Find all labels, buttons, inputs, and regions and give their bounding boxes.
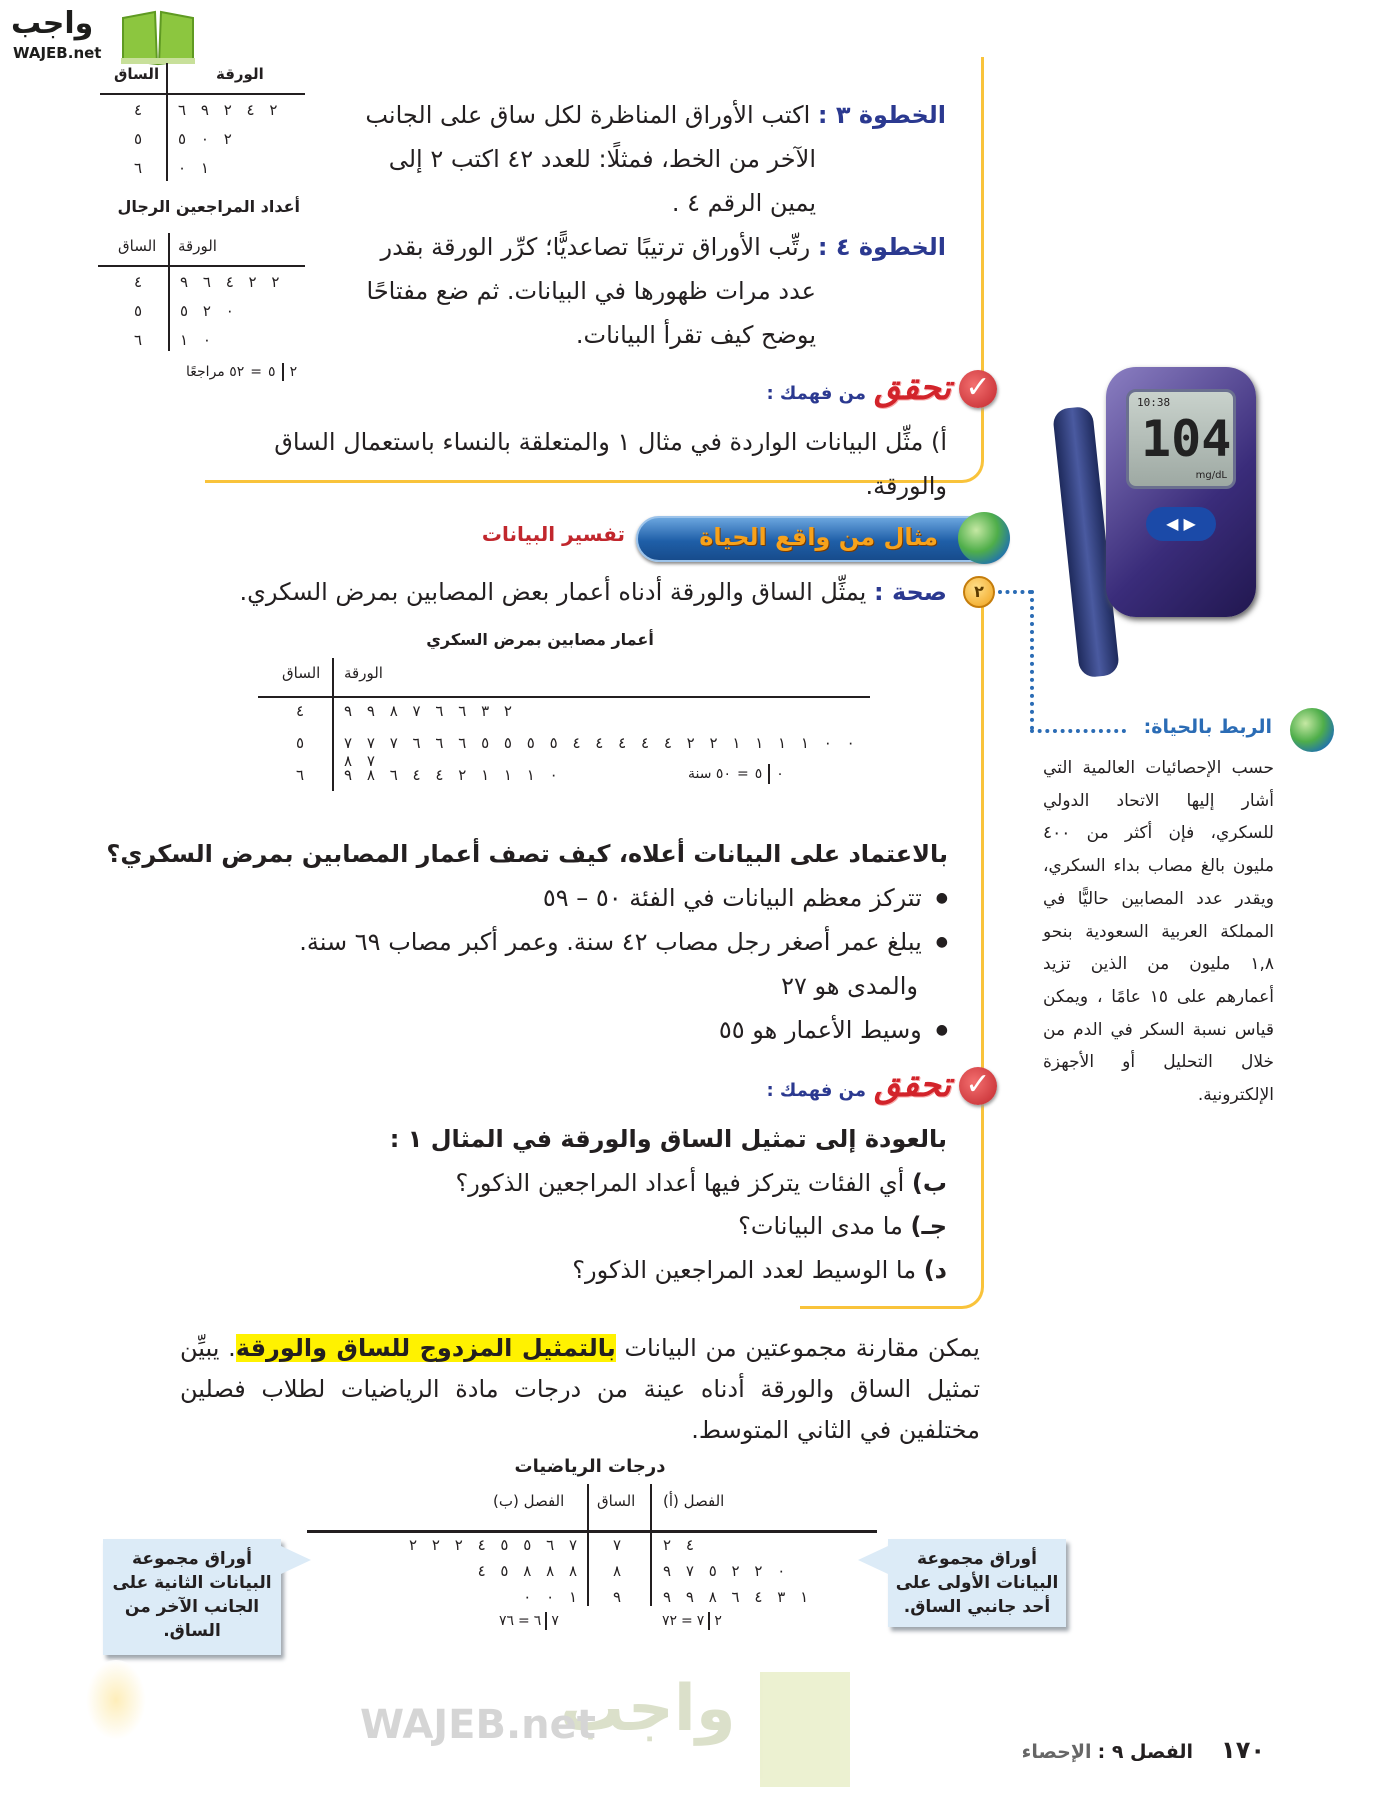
stem: ٨ [613,1562,622,1580]
stem: ٤ [134,101,143,119]
check2-intro: بالعودة إلى تمثيل الساق والورقة في المثال ١ : [389,1125,947,1153]
step-line: الآخر من الخط، فمثلًا: للعدد ٤٢ اكتب ٢ إلى [388,145,816,173]
highlighted-term: بالتمثيل المزدوج للساق والورقة [235,1334,616,1362]
key-stem: ٥ [268,364,276,380]
sidebar-text: حسب الإحصائيات العالمية التي أشار إليها الاتحاد الدولي للسكري، فإن أكثر من ٤٠٠ مليون بالغ مصاب بداء السكري، ويقدر عدد المصابين حاليًّا في المملكة العربية السعودية بنحو ١,٨ مليون من الذين تزيد أعمارهم على ١٥ عامًا ، ويمكن قياس نسبة السكر في الدم من خلال التحليل أو الأجهزة الإلكترونية. [1043,758,1274,1106]
key-leaf: ٢ [714,1613,722,1629]
meter-unit: mg/dL [1195,470,1227,481]
stem-header: الساق [282,664,321,682]
sidebar-title: الربط بالحياة: [1143,716,1272,738]
meter-screen [1126,389,1236,489]
key-value: ٧٦ [499,1613,515,1629]
logo-latin: WAJEB.net [13,44,102,62]
diabetes-table-key [688,764,784,784]
left-leaves: ١ ٠ ٠ [523,1588,577,1606]
stem: ٦ [296,766,305,784]
item-label: د) [923,1255,947,1284]
key-value: ٥٢ مراجعًا [186,364,245,380]
right-leaves: ٠ ٢ ٢ ٥ ٧ ٩ [663,1562,786,1580]
logo-arabic: واجب [11,6,94,41]
key-eq: = [681,1613,693,1629]
watermark-arabic: واجب [560,1672,736,1746]
check-title: تحقق [874,1065,951,1105]
stem-header: الساق [118,237,157,255]
stem: ٧ [613,1536,622,1554]
meter-arrow-buttons: ◀ ▶ [1146,507,1216,541]
watermark-latin: WAJEB.net [360,1702,596,1748]
callout-pointer [281,1546,311,1574]
checkmark-icon: ✓ [959,370,997,408]
chapter-label: الفصل ٩ : [1097,1741,1194,1763]
check-understanding-heading [766,368,997,408]
item-text: أي الفئات يتركز فيها أعداد المراجعين الذكور؟ [455,1168,905,1197]
step-3 [316,93,946,357]
glucose-meter-image [1066,367,1266,692]
leaves: ٠ ٠ ١ ١ ١ ١ ٢ ٢ ٤ ٤ ٤ ٤ ٤ ٥ ٥ ٥ ٥ ٦ ٦ ٦ ٧ ٧ ٧ ٧ ٨ [344,734,855,770]
decorative-sun [86,1660,146,1740]
stem: ٤ [296,702,305,720]
step-line: عدد مرات ظهورها في البيانات. ثم ضع مفتاحًا [366,277,816,305]
left-callout: أوراق مجموعة البيانات الثانية على الجانب الآخر من الساق. [103,1539,281,1655]
right-callout: أوراق مجموعة البيانات الأولى على أحد جانبي الساق. [888,1539,1066,1627]
left-key [499,1612,559,1630]
stem-header: الساق [114,65,160,83]
left-leaves: ٧ ٦ ٥ ٥ ٤ ٢ ٢ ٢ [409,1536,577,1554]
bullet-text: والمدى هو ٢٧ [781,972,918,1000]
leaves: ٢ ٢ ٤ ٦ ٩ [180,273,280,291]
key-eq: = [250,364,263,380]
example-statement [240,570,948,614]
meter-body [1106,367,1256,617]
globe-icon [1290,708,1334,752]
bullet-continuation [148,964,948,1008]
chapter-title: الإحصاء [1021,1741,1092,1763]
leaves: ٠ ١ ١ ١ ٢ ٤ ٤ ٦ ٨ ٩ [344,766,558,784]
key-leaf: ٠ [776,766,784,782]
key-eq: = [736,766,749,782]
diabetes-table-title: أعمار مصابين بمرض السكري [426,630,654,649]
left-header: الفصل (ب) [493,1492,565,1510]
page-footer [1022,1736,1265,1764]
bullet-text: تتركز معظم البيانات في الفئة ٥٠ – ٥٩ [542,884,922,912]
key-leaf: ٦ [533,1613,542,1629]
key-value: ٧٢ [662,1613,678,1629]
answer-bullets [148,876,948,1052]
watermark [360,1672,880,1792]
globe-icon [958,512,1010,564]
step-line: رتِّب الأوراق ترتيبًا تصاعديًّا؛ كرِّر الورقة بقدر [380,233,811,261]
leaves: ١ ٠ [178,159,209,177]
step-line: يمين الرقم ٤ . [671,189,816,217]
step-label: الخطوة ٤ : [817,233,946,261]
key-value: ٥٠ سنة [688,766,731,782]
key-leaf: ٢ [289,364,298,380]
key-stem: ٧ [551,1613,559,1629]
math-table-title: درجات الرياضيات [514,1456,666,1477]
bullet-item: ● تتركز معظم البيانات في الفئة ٥٠ – ٥٩ [148,876,948,920]
bullet-item: ● يبلغ عمر أصغر رجل مصاب ٤٢ سنة. وعمر أكبر مصاب ٦٩ سنة. [148,920,948,964]
example-text: يمثِّل الساق والورقة أدناه أعمار بعض المصابين بمرض السكري. [239,578,867,606]
banner-title: مثال من واقع الحياة [699,523,938,551]
callout-pointer [858,1546,888,1574]
leaf-header: الورقة [178,237,217,255]
key-eq: = [518,1613,530,1629]
example-label: صحة : [874,578,947,606]
page-number: ١٧٠ [1221,1736,1265,1764]
analysis-question: بالاعتماد على البيانات أعلاه، كيف تصف أعمار المصابين بمرض السكري؟ [106,840,948,868]
leaf-header: الورقة [216,65,264,83]
bullet-item: ● وسيط الأعمار هو ٥٥ [148,1008,948,1052]
checkmark-icon: ✓ [959,1067,997,1105]
stem: ٤ [134,273,143,291]
check-subtitle: من فهمك : [766,1080,867,1101]
paragraph-text: . يبيِّن تمثيل الساق والورقة أدناه عينة من درجات مادة الرياضيات لطلاب فصلين مختلفين في الثاني المتوسط. [180,1334,980,1444]
check-title: تحقق [874,368,951,408]
paragraph-text: يمكن مقارنة مجموعتين من البيانات [615,1334,980,1362]
item-label: جـ) [910,1212,947,1240]
right-leaves: ٤ ٢ [663,1536,694,1554]
check2-item-b [390,1162,947,1206]
check2-item-d [390,1249,947,1293]
check2-items [390,1118,947,1292]
item-label: ب) [911,1168,947,1197]
left-leaves: ٨ ٨ ٨ ٥ ٤ [477,1562,577,1580]
book-icon [119,8,197,66]
double-stem-leaf-paragraph [180,1328,980,1451]
stem-header: الساق [597,1492,636,1510]
math-back-to-back-stem-leaf [307,1484,877,1644]
stem: ٩ [613,1588,622,1606]
right-key [662,1612,722,1630]
check-understanding-heading [766,1065,997,1105]
wajeb-logo [11,6,191,66]
right-leaves: ١ ٣ ٤ ٦ ٨ ٩ ٩ [663,1588,809,1606]
example-number-badge: ٢ [963,576,995,608]
diabetes-stem-leaf-table [258,658,870,793]
meter-time: 10:38 [1137,396,1171,409]
leaves: ٠ ٢ ٥ [180,302,234,320]
bullet-text: وسيط الأعمار هو ٥٥ [718,1016,922,1044]
leaves: ٢ ٣ ٦ ٦ ٧ ٨ ٩ ٩ [344,702,512,720]
item-text: ما مدى البيانات؟ [738,1212,903,1240]
step-label: الخطوة ٣ : [817,101,946,129]
leaves: ٠ ١ [180,331,211,349]
leaf-header: الورقة [344,664,383,682]
bullet-text: يبلغ عمر أصغر رجل مصاب ٤٢ سنة. وعمر أكبر مصاب ٦٩ سنة. [299,928,922,956]
check-subtitle: من فهمك : [766,383,867,404]
banner-topic: تفسير البيانات [481,522,625,546]
key-stem: ٥ [754,766,763,782]
stem: ٥ [134,302,143,320]
meter-reading: 104 [1141,410,1232,468]
leaves: ٢ ٠ ٥ [178,130,232,148]
step-line: اكتب الأوراق المناظرة لكل ساق على الجانب [365,101,811,129]
real-life-example-banner [636,516,1008,562]
check2-item-c [390,1205,947,1249]
item-text: ما الوسيط لعدد المراجعين الذكور؟ [572,1255,917,1284]
watermark-book [760,1672,850,1787]
key-stem: ٧ [696,1613,705,1629]
stem: ٥ [296,734,305,752]
stem: ٦ [134,159,143,177]
step-line: يوضح كيف تقرأ البيانات. [575,321,816,349]
men-table-title: أعداد المراجعين الرجال [117,197,300,216]
stem: ٦ [134,331,143,349]
stem: ٥ [134,130,143,148]
check1-item-a: أ) مثِّل البيانات الواردة في مثال ١ والمتعلقة بالنساء باستعمال الساق والورقة. [274,428,947,500]
right-header: الفصل (أ) [663,1492,725,1510]
leaves: ٢ ٤ ٢ ٩ ٦ [178,101,278,119]
